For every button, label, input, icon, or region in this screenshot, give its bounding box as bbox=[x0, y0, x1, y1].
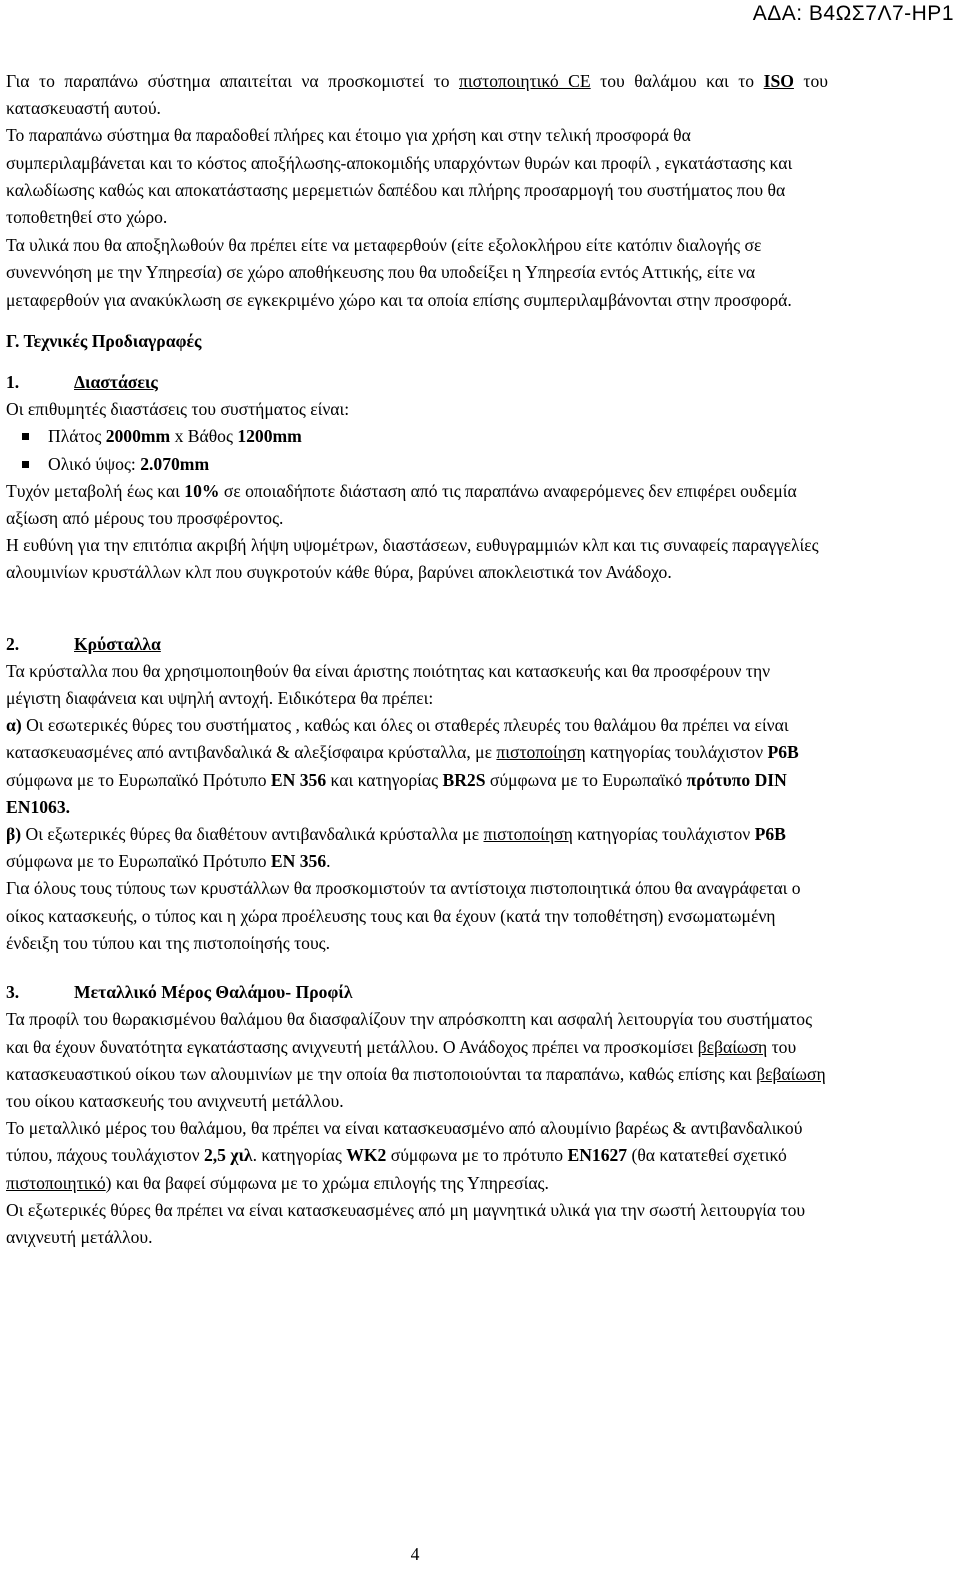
intro-paragraph-1: Για το παραπάνω σύστημα απαιτείται να προσκομιστεί το πιστοποιητικό CE του θαλάμου και το ISO του κατασκευαστή αυτού. bbox=[6, 71, 828, 119]
list-item: Πλάτος 2000mm x Βάθος 1200mm bbox=[22, 423, 828, 450]
iso-text: ISO bbox=[763, 71, 794, 91]
section-3-paragraph-2: Το μεταλλικό μέρος του θαλάμου, θα πρέπει να είναι κατασκευασμένο από αλουμίνιο βαρέως & αντιβανδαλικού τύπου, πάχους τουλάχιστον 2,5 χιλ. κατηγορίας WK2 σύμφωνα με το πρότυπο EN1627 (θα κατατεθεί σχετικό πιστοποιητικό) και θα βαφεί σύμφωνα με το χρώμα επιλογής της Υπηρεσίας. bbox=[6, 1118, 803, 1193]
section-1-intro: Οι επιθυμητές διαστάσεις του συστήματος είναι: bbox=[6, 399, 350, 420]
section-2-paragraph-1: Τα κρύσταλλα που θα χρησιμοποιηθούν θα είναι άριστης ποιότητας και κατασκευής και θα προσφέρουν την μέγιστη διαφάνεια και υψηλή αντοχή. Ειδικότερα θα πρέπει: bbox=[6, 660, 771, 709]
section-g-title: Γ. Τεχνικές Προδιαγραφές bbox=[6, 330, 202, 351]
intro-paragraph-2: Το παραπάνω σύστημα θα παραδοθεί πλήρες και έτοιμο για χρήση και στην τελική προσφορά θα συμπεριλαμβάνεται και το κόστος αποξήλωσης-αποκομιδής υπαρχόντων θυρών και προφίλ , εγκατάστασης και καλωδίωσης καθώς και αποκατάστασης μερεμετιών δαπέδου και πλήρης προσαρμογή του συστήματος που θα τοποθετηθεί στο χώρο. bbox=[6, 125, 793, 228]
section-2-heading: 2. Κρύσταλλα bbox=[6, 633, 161, 654]
section-2-item-a: α) Οι εσωτερικές θύρες του συστήματος , καθώς και όλες οι σταθερές πλευρές του θαλάμου θα πρέπει να είναι κατασκευασμένες από αντιβανδαλικά & αλεξίσφαιρα κρύσταλλα, με πιστοποίηση κατηγορίας τουλάχιστον P6B σύμφωνα με το Ευρωπαϊκό Πρότυπο EN 356 και κατηγορίας BR2S σύμφωνα με το Ευρωπαϊκό πρότυπο DIN EN1063. bbox=[6, 715, 799, 817]
section-3-heading: 3. Μεταλλικό Μέρος Θαλάμου- Προφίλ bbox=[6, 982, 353, 1003]
list-item: Ολικό ύψος: 2.070mm bbox=[22, 451, 828, 478]
section-1-heading: 1. Διαστάσεις bbox=[6, 372, 158, 393]
section-1-paragraph-2: Η ευθύνη για την επιτόπια ακριβή λήψη υψομέτρων, διαστάσεων, ευθυγραμμιών κλπ και τις συναφείς παραγγελίες αλουμινίων κρυστάλλων κλπ που συγκροτούν κάθε θύρα, βαρύνει αποκλειστικά τον Ανάδοχο. bbox=[6, 535, 819, 583]
section-2-paragraph-2: Για όλους τους τύπους των κρυστάλλων θα προσκομιστούν τα αντίστοιχα πιστοποιητικά όπου θα αναγράφεται ο οίκος κατασκευής, ο τύπος και η χώρα προέλευσης τους και θα έχουν (κατά την τοποθέτηση) ενσωματωμένη ένδειξη του τύπου και της πιστοποίησής τους. bbox=[6, 878, 801, 953]
document-body bbox=[6, 68, 828, 1251]
ce-certificate-text: πιστοποιητικό CE bbox=[459, 71, 591, 91]
section-3-paragraph-1: Τα προφίλ του θωρακισμένου θαλάμου θα διασφαλίζουν την απρόσκοπτη και ασφαλή λειτουργία του συστήματος και θα έχουν δυνατότητα εγκατάστασης ανιχνευτή μετάλλου. Ο Ανάδοχος πρέπει να προσκομίσει βεβαίωση του κατασκευαστικού οίκου των αλουμινίων με την οποία θα πιστοποιούνται τα παραπάνω, καθώς επίσης και βεβαίωση του οίκου κατασκευής του ανιχνευτή μετάλλου. bbox=[6, 1009, 826, 1111]
section-1-paragraph-1: Τυχόν μεταβολή έως και 10% σε οποιαδήποτε διάσταση από τις παραπάνω αναφερόμενες δεν επιφέρει ουδεμία αξίωση από μέρους του προσφέροντος. bbox=[6, 480, 797, 529]
intro-paragraph-3: Τα υλικά που θα αποξηλωθούν θα πρέπει είτε να μεταφερθούν (είτε εξολοκλήρου είτε κατόπιν διαλογής σε συνεννόηση με την Υπηρεσία) σε χώρο αποθήκευσης που θα υποδείξει η Υπηρεσία εντός Αττικής, είτε να μεταφερθούν για ανακύκλωση σε εγκεκριμένο χώρο και τα οποία επίσης συμπεριλαμβάνονται στην προσφορά. bbox=[6, 235, 792, 310]
section-3-paragraph-3: Οι εξωτερικές θύρες θα πρέπει να είναι κατασκευασμένες από μη μαγνητικά υλικά για την σωστή λειτουργία του ανιχνευτή μετάλλου. bbox=[6, 1199, 806, 1247]
section-2-item-b: β) Οι εξωτερικές θύρες θα διαθέτουν αντιβανδαλικά κρύσταλλα με πιστοποίηση κατηγορίας τουλάχιστον P6B σύμφωνα με το Ευρωπαϊκό Πρότυπο EN 356. bbox=[6, 824, 786, 872]
page-number: 4 bbox=[410, 1544, 420, 1564]
document-code: ΑΔΑ: Β4ΩΣ7Λ7-ΗΡ1 bbox=[752, 2, 954, 25]
dimensions-list bbox=[6, 423, 828, 477]
